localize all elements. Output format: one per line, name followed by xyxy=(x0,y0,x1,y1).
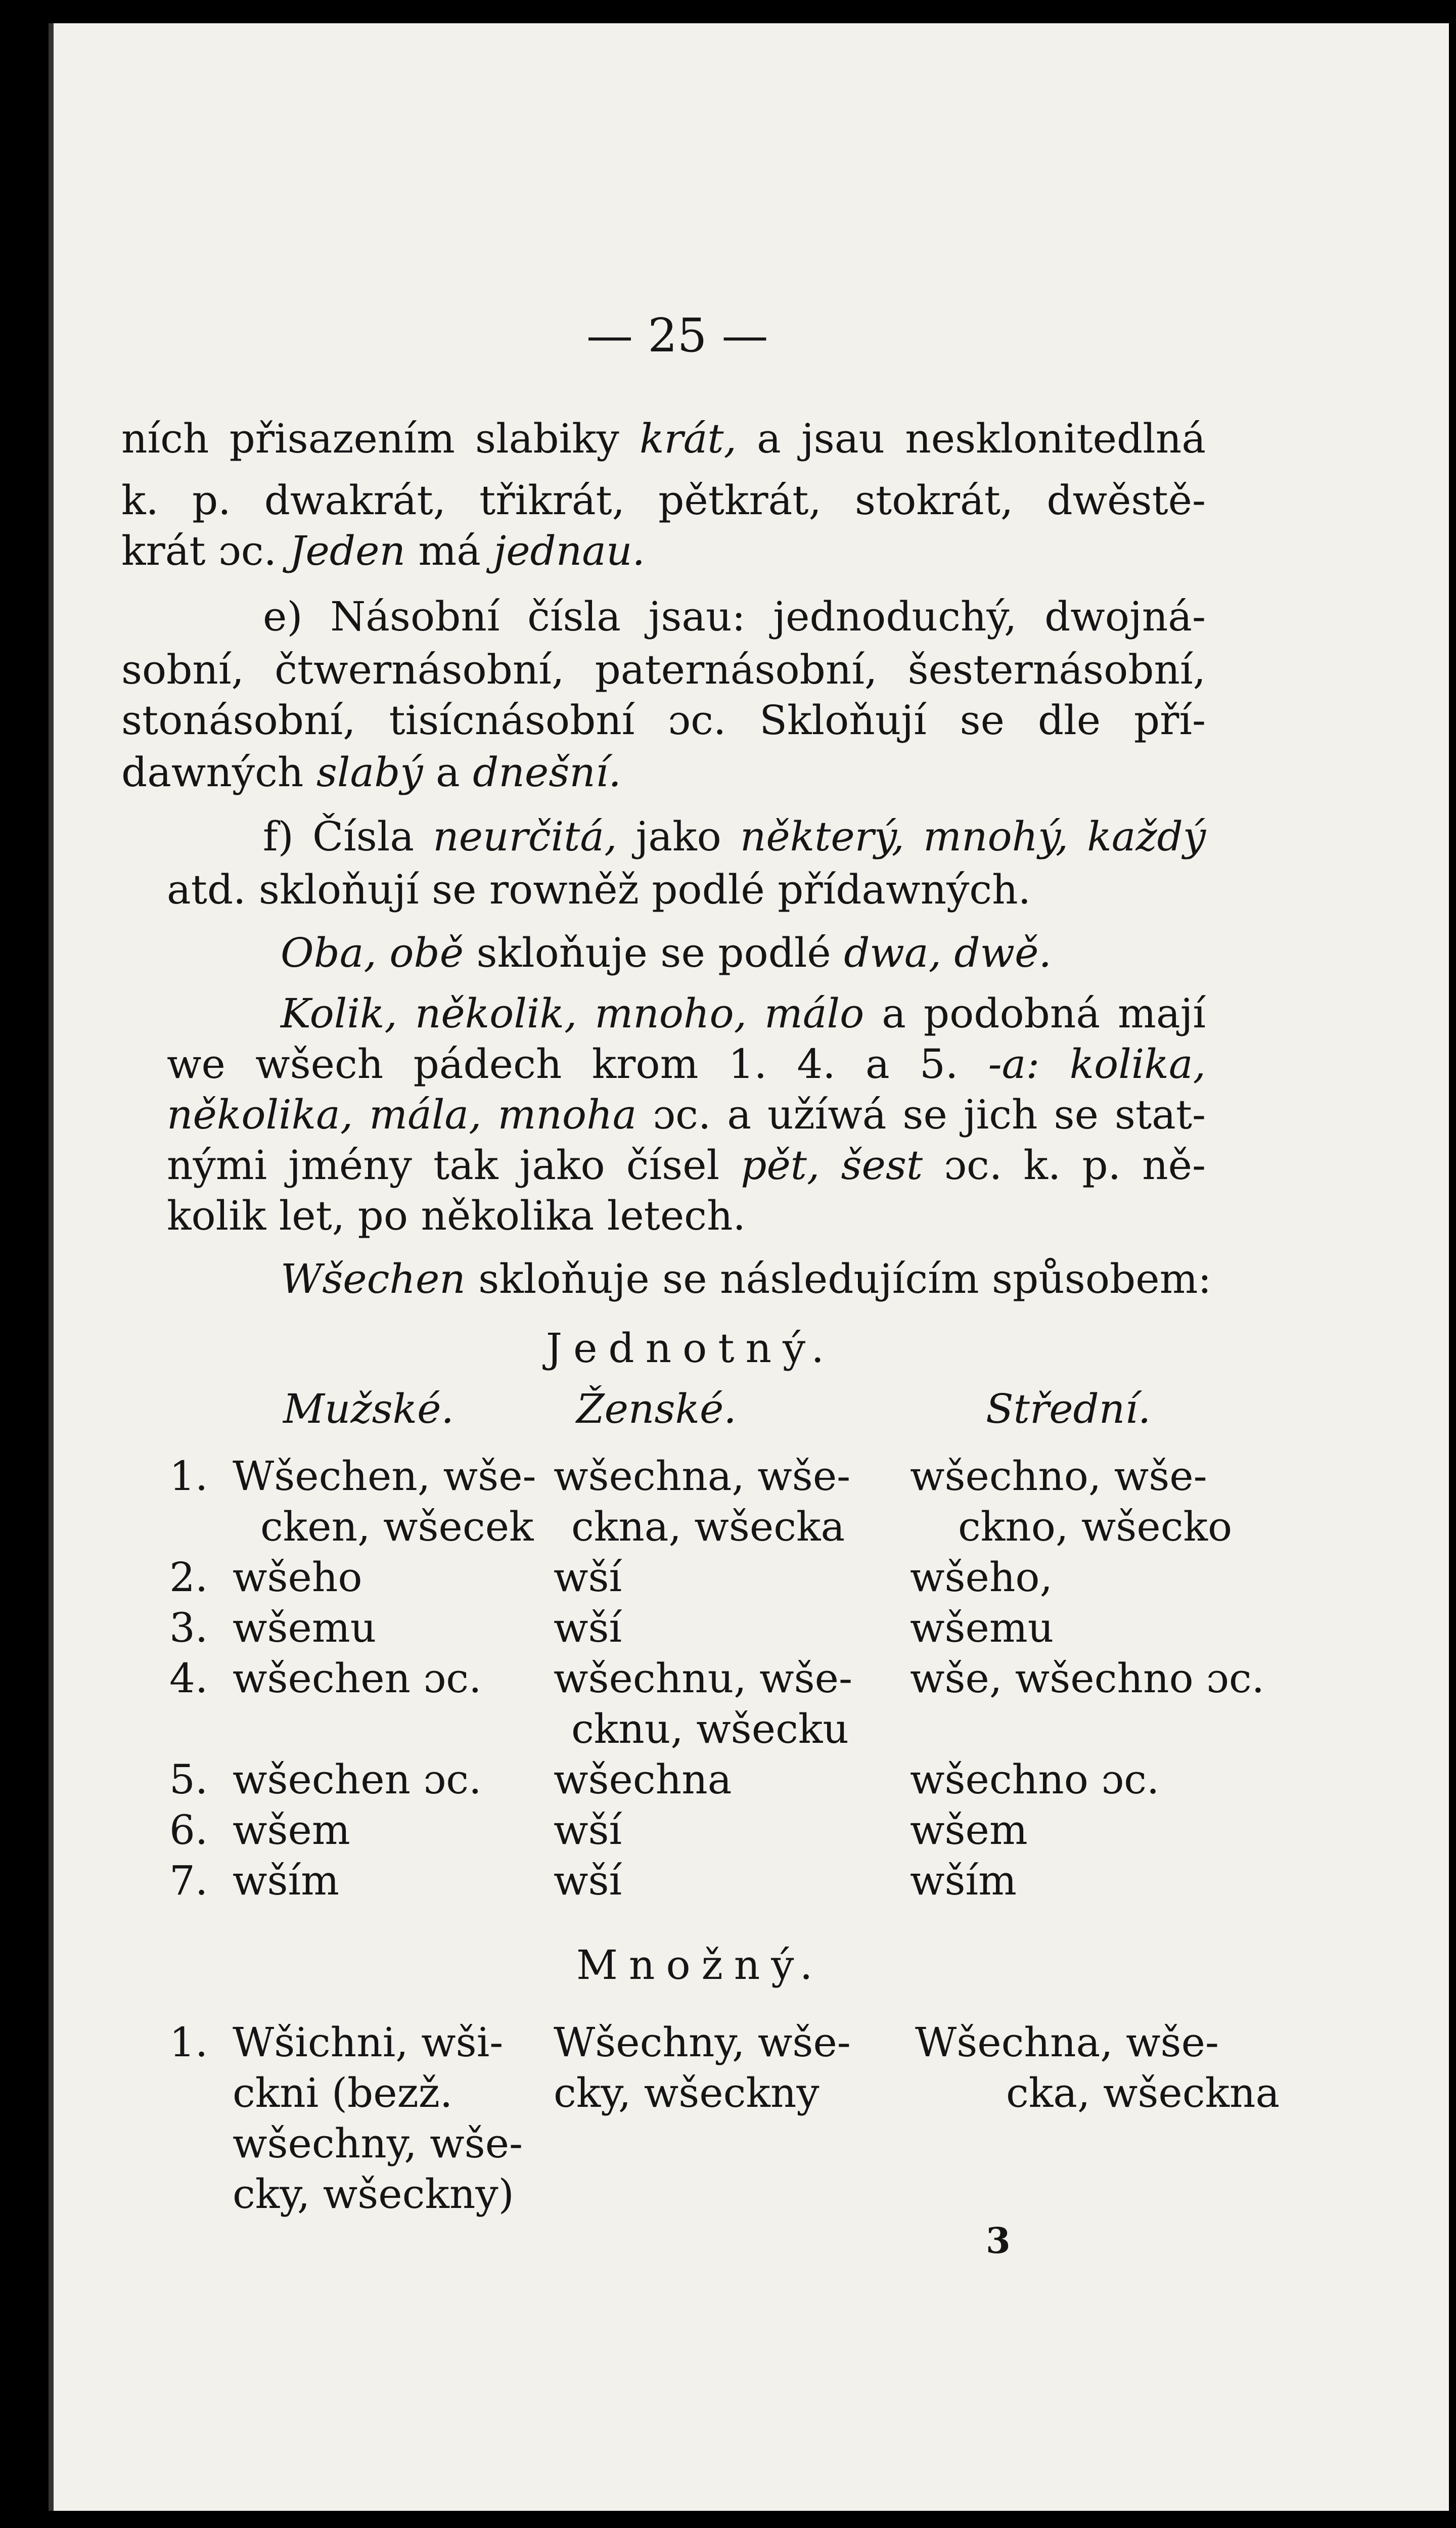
declension-cell: wšechno ɔc. xyxy=(910,1756,1160,1803)
text-line: f) Čísla neurčitá, jako některý, mnohý, každý xyxy=(263,813,1206,860)
declension-cell: wší xyxy=(554,1857,622,1904)
column-header-neuter: Střední. xyxy=(986,1385,1151,1432)
declension-cell: cky, wšeckny xyxy=(554,2069,820,2116)
declension-cell: wšem xyxy=(910,1807,1028,1854)
declension-cell: 1. xyxy=(169,2019,208,2066)
text-line: nými jmény tak jako čísel pět, šest ɔc. k. p. ně- xyxy=(167,1142,1206,1189)
text-line: dawných slabý a dnešní. xyxy=(121,749,621,796)
text-line: stonásobní, tisícnásobní ɔc. Skloňují se dle pří- xyxy=(121,697,1206,744)
section-title-singular: Jednotný. xyxy=(546,1325,835,1372)
text-line: sobní, čtwernásobní, paternásobní, šesternásobní, xyxy=(121,646,1206,693)
declension-cell: wše, wšechno ɔc. xyxy=(910,1655,1265,1702)
declension-cell: wšemu xyxy=(910,1604,1054,1651)
text-line: k. p. dwakrát, třikrát, pětkrát, stokrát, dwěstě- xyxy=(121,477,1206,524)
declension-cell: ckna, wšecka xyxy=(571,1503,845,1550)
column-header-feminine: Ženské. xyxy=(576,1385,737,1432)
declension-cell: cky, wšeckny) xyxy=(233,2171,514,2218)
signature-mark: 3 xyxy=(986,2220,1011,2262)
declension-cell: wším xyxy=(910,1857,1017,1904)
declension-cell: 4. xyxy=(169,1655,208,1702)
declension-cell: cknu, wšecku xyxy=(571,1705,849,1752)
declension-cell: 2. xyxy=(169,1554,208,1601)
declension-cell: 5. xyxy=(169,1756,208,1803)
declension-cell: wšechen ɔc. xyxy=(233,1655,482,1702)
text-line: ních přisazením slabiky krát, a jsau nesklonitedlná xyxy=(121,415,1206,462)
declension-cell: Wšechna, wše- xyxy=(915,2019,1219,2066)
declension-cell: wšechna xyxy=(554,1756,732,1803)
declension-cell: wšechen ɔc. xyxy=(233,1756,482,1803)
declension-cell: wším xyxy=(233,1857,339,1904)
declension-cell: cka, wšeckna xyxy=(1006,2069,1280,2116)
text-line: we wšech pádech krom 1. 4. a 5. -a: kolika, xyxy=(167,1041,1206,1088)
text-line: krát ɔc. Jeden má jednau. xyxy=(121,527,645,574)
declension-cell: 1. xyxy=(169,1453,208,1500)
section-title-plural: Množný. xyxy=(576,1942,824,1989)
declension-cell: wší xyxy=(554,1604,622,1651)
declension-cell: wšechna, wše- xyxy=(554,1453,851,1500)
text-line: Wšechen skloňuje se následujícím spůsobem: xyxy=(281,1255,1212,1302)
text-line: Kolik, několik, mnoho, málo a podobná mají xyxy=(281,990,1206,1037)
text-line: atd. skloňují se rowněž podlé přídawných. xyxy=(167,866,1031,913)
declension-cell: wšem xyxy=(233,1807,350,1854)
declension-cell: 7. xyxy=(169,1857,208,1904)
declension-cell: wší xyxy=(554,1554,622,1601)
text-line: kolik let, po několika letech. xyxy=(167,1192,746,1239)
declension-cell: ckni (bezž. xyxy=(233,2069,453,2116)
declension-cell: Wšechen, wše- xyxy=(233,1453,536,1500)
text-line: několika, mála, mnoha ɔc. a užíwá se jich se stat- xyxy=(167,1091,1206,1138)
text-line: e) Násobní čísla jsau: jednoduchý, dwojná- xyxy=(263,593,1206,640)
declension-cell: Wšichni, wši- xyxy=(233,2019,504,2066)
column-header-masculine: Mužské. xyxy=(283,1385,454,1432)
declension-cell: wšemu xyxy=(233,1604,377,1651)
declension-cell: ckno, wšecko xyxy=(958,1503,1233,1550)
page-number: — 25 — xyxy=(586,308,768,363)
declension-cell: wšeho xyxy=(233,1554,362,1601)
text-line: Oba, obě skloňuje se podlé dwa, dwě. xyxy=(281,929,1052,976)
declension-cell: wšeho, xyxy=(910,1554,1053,1601)
declension-cell: wší xyxy=(554,1807,622,1854)
declension-cell: wšechno, wše- xyxy=(910,1453,1207,1500)
declension-cell: cken, wšecek xyxy=(260,1503,534,1550)
declension-cell: 6. xyxy=(169,1807,208,1854)
declension-cell: wšechny, wše- xyxy=(233,2120,523,2167)
declension-cell: Wšechny, wše- xyxy=(554,2019,851,2066)
declension-cell: 3. xyxy=(169,1604,208,1651)
declension-cell: wšechnu, wše- xyxy=(554,1655,853,1702)
